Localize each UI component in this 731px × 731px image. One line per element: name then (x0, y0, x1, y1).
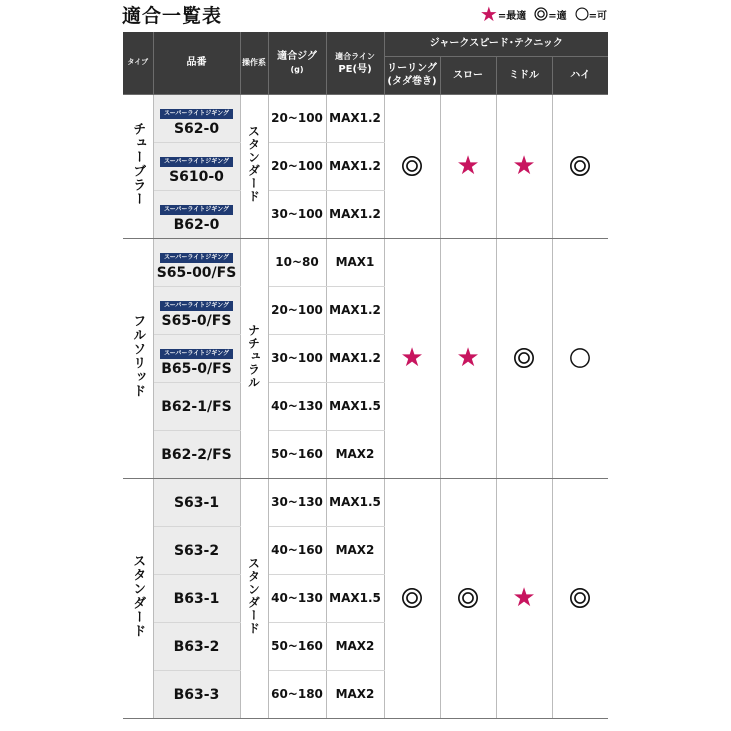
jig-cell: 40~160 (268, 526, 326, 574)
model-name: B63-1 (173, 591, 220, 607)
rating-cell (552, 94, 608, 238)
table-row (123, 478, 608, 526)
header-type: タイプ (123, 32, 153, 94)
jig-cell: 30~100 (268, 334, 326, 382)
header-model: 品番 (153, 32, 240, 94)
header-jig (268, 32, 326, 94)
model-name: B65-0/FS (161, 360, 232, 377)
operation-cell (240, 238, 268, 478)
model-cell (153, 334, 240, 382)
type-label: チューブラー (130, 122, 146, 206)
star-icon: ★ (456, 343, 480, 373)
series-badge: スーパーライトジギング (160, 109, 233, 119)
line-cell: MAX1.5 (326, 382, 384, 430)
header-line-unit: PE(号) (338, 63, 372, 75)
type-label: スタンダード (130, 554, 146, 638)
model-name: B63-2 (173, 639, 220, 655)
header-high: ハイ (552, 56, 608, 94)
legend-suitable-label: =適 (548, 10, 567, 22)
table-row (123, 94, 608, 142)
jig-cell: 60~180 (268, 670, 326, 718)
line-cell: MAX1.2 (326, 142, 384, 190)
model-name: S63-1 (173, 495, 220, 511)
series-badge: スーパーライトジギング (160, 253, 233, 263)
jig-cell: 20~100 (268, 286, 326, 334)
model-cell (153, 526, 240, 574)
jig-cell: 10~80 (268, 238, 326, 286)
legend (472, 2, 607, 26)
series-badge: スーパーライトジギング (160, 349, 233, 359)
header-reeling (384, 56, 440, 94)
model-name: S65-00/FS (156, 264, 237, 281)
model-cell (153, 382, 240, 430)
rating-cell (440, 238, 496, 478)
legend-best-label: =最適 (497, 10, 527, 22)
header-reeling-sub: (タダ巻き) (387, 76, 437, 87)
model-cell (153, 574, 240, 622)
table-body (123, 94, 608, 718)
model-name: B62-2/FS (161, 447, 232, 463)
rating-cell (496, 478, 552, 718)
line-cell: MAX1.2 (326, 286, 384, 334)
jig-cell: 20~100 (268, 94, 326, 142)
model-cell (153, 478, 240, 526)
type-cell (123, 478, 153, 718)
line-cell: MAX1.2 (326, 94, 384, 142)
rating-cell (496, 94, 552, 238)
rating-cell (384, 478, 440, 718)
circle-icon (553, 347, 609, 369)
line-cell: MAX1.2 (326, 190, 384, 238)
model-cell (153, 670, 240, 718)
model-cell (153, 286, 240, 334)
model-name: B62-1/FS (161, 399, 232, 415)
series-badge: スーパーライトジギング (160, 301, 233, 311)
jig-cell: 50~160 (268, 430, 326, 478)
line-cell: MAX1.2 (326, 334, 384, 382)
header-jig-label: 適合ジグ (277, 50, 317, 62)
model-cell (153, 622, 240, 670)
model-name: B63-3 (173, 687, 220, 703)
rating-cell (440, 94, 496, 238)
page-title: 適合一覧表 (122, 5, 223, 27)
header-slow: スロー (440, 56, 496, 94)
circle-icon (575, 7, 589, 21)
model-cell (153, 238, 240, 286)
header-line-label: 適合ライン (335, 51, 375, 61)
double-circle-icon (553, 587, 609, 609)
line-cell: MAX2 (326, 526, 384, 574)
operation-cell (240, 94, 268, 238)
star-icon: ★ (400, 343, 424, 373)
model-name: S63-2 (173, 543, 220, 559)
model-name: S610-0 (169, 168, 224, 185)
header-line (326, 32, 384, 94)
star-icon: ★ (512, 583, 536, 613)
line-cell: MAX1.5 (326, 478, 384, 526)
jig-cell: 30~130 (268, 478, 326, 526)
star-icon: ★ (456, 151, 480, 181)
model-name: B62-0 (173, 216, 220, 233)
type-cell (123, 94, 153, 238)
rating-cell (552, 478, 608, 718)
model-cell (153, 94, 240, 142)
rating-cell (552, 238, 608, 478)
double-circle-icon (553, 155, 609, 177)
legend-best (479, 2, 527, 26)
jig-cell: 40~130 (268, 574, 326, 622)
double-circle-icon (497, 347, 552, 369)
double-circle-icon (441, 587, 496, 609)
jig-cell: 40~130 (268, 382, 326, 430)
legend-ok (575, 7, 607, 22)
operation-label: スタンダード (246, 557, 261, 635)
star-icon: ★ (479, 2, 498, 26)
series-badge: スーパーライトジギング (160, 157, 233, 167)
model-cell (153, 190, 240, 238)
header-operation: 操作系 (240, 32, 268, 94)
line-cell: MAX2 (326, 430, 384, 478)
operation-cell (240, 478, 268, 718)
type-label: フルソリッド (130, 314, 146, 398)
type-cell (123, 238, 153, 478)
jig-cell: 20~100 (268, 142, 326, 190)
header-reeling-label: リーリング (387, 63, 437, 74)
legend-suitable (534, 7, 566, 22)
rating-cell (384, 94, 440, 238)
operation-label: ナチュラル (246, 323, 261, 389)
line-cell: MAX1.5 (326, 574, 384, 622)
model-name: S62-0 (173, 120, 220, 137)
model-cell (153, 142, 240, 190)
double-circle-icon (534, 7, 548, 21)
rating-cell (440, 478, 496, 718)
double-circle-icon (385, 587, 440, 609)
double-circle-icon (385, 155, 440, 177)
legend-ok-label: =可 (588, 10, 607, 22)
header-middle: ミドル (496, 56, 552, 94)
compatibility-table (123, 32, 608, 719)
jig-cell: 50~160 (268, 622, 326, 670)
header-jerk: ジャークスピード･テクニック (384, 32, 608, 56)
line-cell: MAX1 (326, 238, 384, 286)
operation-label: スタンダード (246, 125, 261, 203)
table-row (123, 238, 608, 286)
line-cell: MAX2 (326, 670, 384, 718)
star-icon: ★ (512, 151, 536, 181)
rating-cell (496, 238, 552, 478)
model-name: S65-0/FS (161, 312, 232, 329)
header-jig-unit: (g) (290, 64, 304, 74)
line-cell: MAX2 (326, 622, 384, 670)
jig-cell: 30~100 (268, 190, 326, 238)
rating-cell (384, 238, 440, 478)
model-cell (153, 430, 240, 478)
series-badge: スーパーライトジギング (160, 205, 233, 215)
